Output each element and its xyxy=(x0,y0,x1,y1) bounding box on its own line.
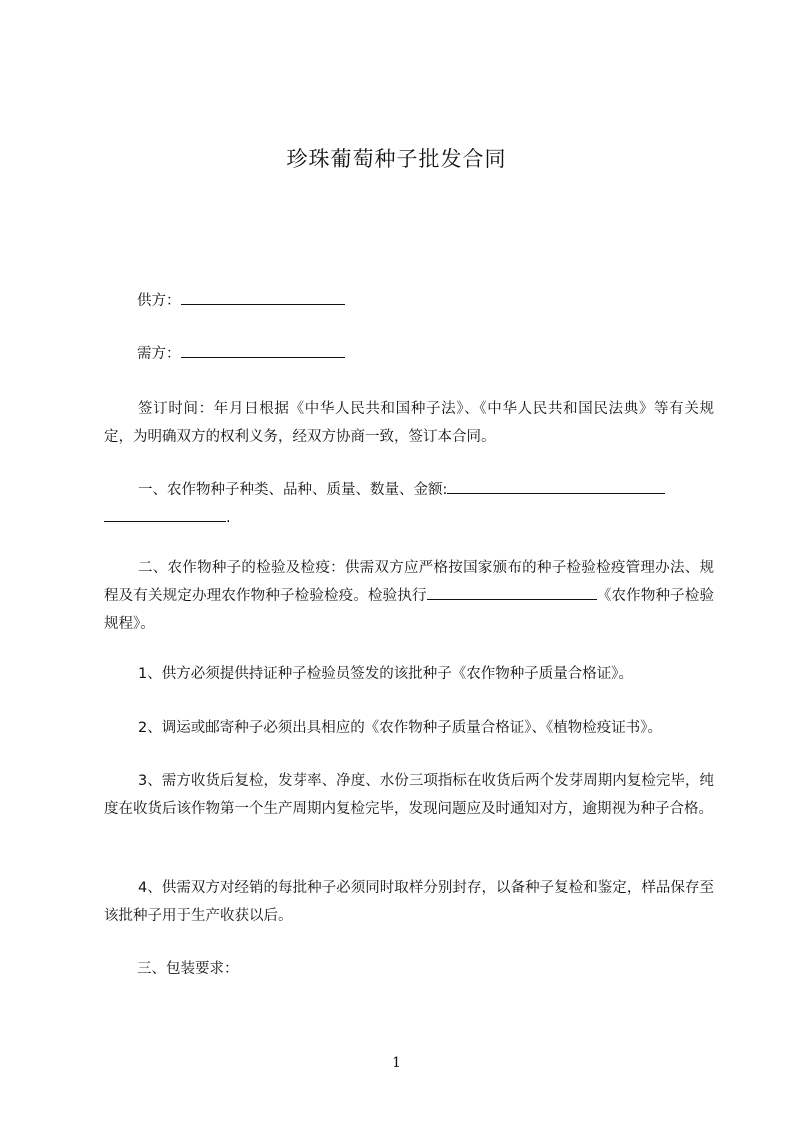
section1-blank-1 xyxy=(447,476,665,494)
page-number: 1 xyxy=(392,1055,401,1071)
supplier-blank xyxy=(181,287,345,305)
section2-text: 二、农作物种子的检验及检疫：供需双方应严格按国家颁布的种子检验检疫管理办法、规程及有关规定办理农作物种子检验检疫。检验执行 xyxy=(104,560,714,604)
item3-paragraph: 3、需方收货后复检，发芽率、净度、水份三项指标在收货后两个发芽周期内复检完毕，纯度在收货后该作物第一个生产周期内复检完毕，发现问题应及时通知对方，逾期视为种子合格。 xyxy=(104,773,714,817)
buyer-line xyxy=(137,340,345,368)
buyer-label: 需方： xyxy=(137,346,181,362)
preamble-paragraph: 签订时间：年月日根据《中华人民共和国种子法》、《中华人民共和国民法典》等有关规定，为明确双方的权利义务，经双方协商一致，签订本合同。 xyxy=(104,401,714,445)
buyer-blank xyxy=(181,340,345,358)
section1-heading: 一、农作物种子种类、品种、质量、数量、金额: xyxy=(138,482,448,498)
supplier-label: 供方： xyxy=(137,293,181,309)
section1-paragraph xyxy=(104,476,714,532)
section2-blank xyxy=(427,582,597,600)
section3-heading: 三、包装要求： xyxy=(137,961,239,977)
section2-paragraph xyxy=(104,554,714,638)
section2-end: 《农作物种子检验规程》。 xyxy=(104,588,715,632)
section1-end: . xyxy=(226,510,231,526)
item4-paragraph: 4、供需双方对经销的每批种子必须同时取样分别封存，以备种子复检和鉴定，样品保存至该批种子用于生产收获以后。 xyxy=(104,880,714,924)
supplier-line xyxy=(137,287,345,315)
item1-paragraph: 1、供方必须提供持证种子检验员签发的该批种子《农作物种子质量合格证》。 xyxy=(138,666,633,682)
item2-paragraph: 2、调运或邮寄种子必须出具相应的《农作物种子质量合格证》、《植物检疫证书》。 xyxy=(138,720,662,736)
section1-blank-2 xyxy=(104,504,226,522)
document-title: 珍珠葡萄种子批发合同 xyxy=(286,147,507,171)
